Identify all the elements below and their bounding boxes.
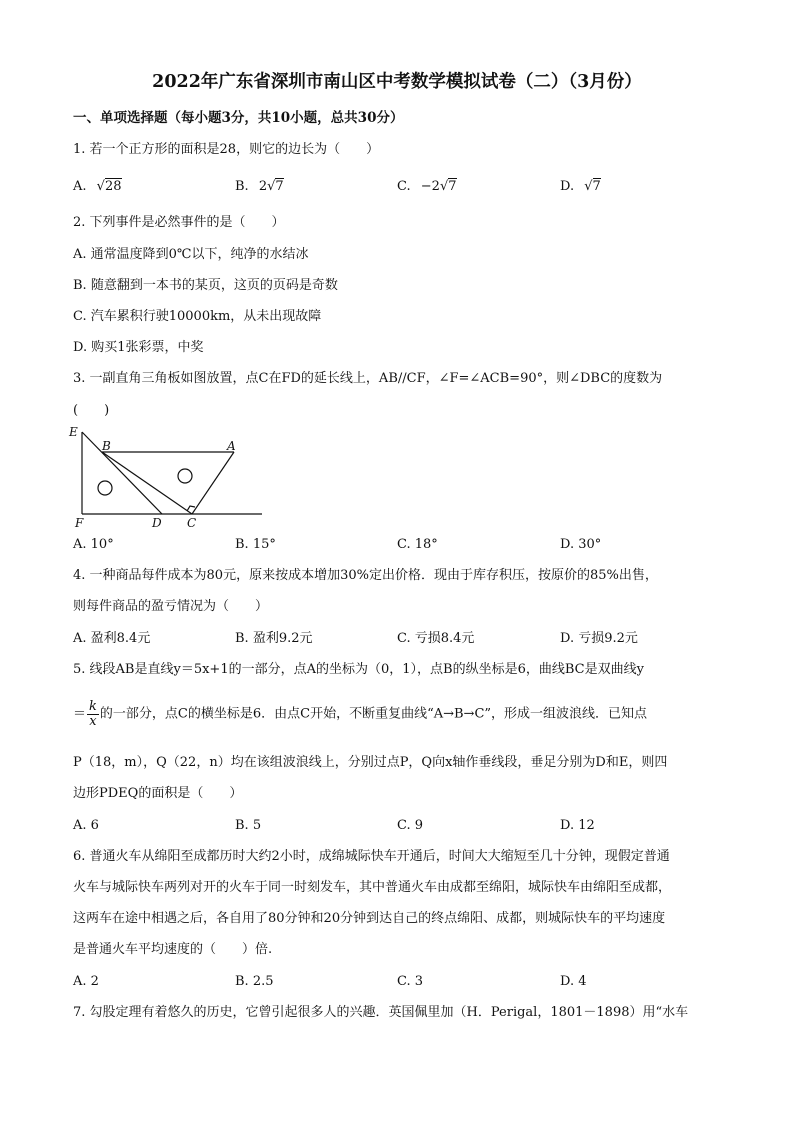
question-5-line1: 5. 线段AB是直线y＝5x+1的一部分，点A的坐标为（0，1），点B的纵坐标是6，曲线BC是双曲线y <box>73 662 644 677</box>
q5-equals: ＝ <box>73 706 87 722</box>
label-e: E <box>69 425 78 439</box>
q1-option-c <box>397 180 457 193</box>
q6-option-c: C. 3 <box>397 974 424 989</box>
q4-option-d: D. 亏损9.2元 <box>560 631 638 646</box>
q5-option-c: C. 9 <box>397 818 424 833</box>
question-4-line2: 则每件商品的盈亏情况为（ ） <box>73 599 269 614</box>
q1-option-a-label: A. <box>73 179 87 194</box>
q1-option-d-label: D. <box>560 179 575 194</box>
q6-option-d: D. 4 <box>560 974 587 989</box>
question-5-line3: P（18，m），Q（22，n）均在该组波浪线上，分别过点P，Q向x轴作垂线段，垂足分别为D和E，则四 <box>73 755 668 770</box>
triangle-hole-left <box>98 481 112 495</box>
q5-fraction-numerator: k <box>89 699 97 714</box>
question-4-line1: 4. 一种商品每件成本为80元，原来按成本增加30%定出价格．现由于库存积压，按原价的85%出售， <box>73 568 658 583</box>
question-1-stem: 1. 若一个正方形的面积是28，则它的边长为（ ） <box>73 142 380 157</box>
label-c: C <box>187 516 197 530</box>
q1-option-b-coef: 2 <box>258 179 268 194</box>
q3-option-d: D. 30° <box>560 537 602 552</box>
q1-option-c-radical: √7 <box>439 179 457 194</box>
right-angle-mark <box>187 506 195 511</box>
q1-option-b-label: B. <box>235 179 249 194</box>
q4-option-a: A. 盈利8.4元 <box>73 631 151 646</box>
section-heading: 一、单项选择题（每小题3分，共10小题，总共30分） <box>73 110 404 126</box>
q1-option-d-radicand: 7 <box>592 179 601 194</box>
q1-option-a-radical: √28 <box>96 179 122 194</box>
q3-option-c: C. 18° <box>397 537 438 552</box>
question-5-line2 <box>73 700 647 728</box>
q1-option-b-radical: √7 <box>267 179 284 194</box>
q1-option-b <box>235 180 284 193</box>
q5-line2-text: 的一部分，点C的横坐标是6．由点C开始，不断重复曲线“A→B→C”，形成一组波浪线．已知点 <box>99 706 648 722</box>
q1-option-c-coef: −2 <box>420 179 440 194</box>
q1-option-c-label: C. <box>397 179 411 194</box>
question-7-line1: 7. 勾股定理有着悠久的历史，它曾引起很多人的兴趣．英国佩里加（H．Perigal，1801－1898）用“水车 <box>73 1005 689 1020</box>
q5-option-a: A. 6 <box>73 818 99 833</box>
q3-option-b: B. 15° <box>235 537 276 552</box>
q1-option-b-radicand: 7 <box>275 179 284 194</box>
q1-option-d <box>560 180 601 193</box>
q4-option-c: C. 亏损8.4元 <box>397 631 475 646</box>
line-ac <box>192 452 234 514</box>
label-b: B <box>102 439 111 453</box>
q2-option-c: C. 汽车累积行驶10000km，从未出现故障 <box>73 309 322 324</box>
label-f: F <box>75 516 84 530</box>
q5-fraction-k-over-x <box>87 700 99 728</box>
question-3-stem: 3. 一副直角三角板如图放置，点C在FD的延长线上，AB//CF，∠F=∠ACB=90°，则∠DBC的度数为 <box>73 371 663 386</box>
q3-option-a: A. 10° <box>73 537 114 552</box>
line-ed <box>82 432 162 514</box>
question-6-line3: 这两车在途中相遇之后，各自用了80分钟和20分钟到达自己的终点绵阳、成都，则城际快车的平均速度 <box>73 911 666 926</box>
q2-option-b: B. 随意翻到一本书的某页，这页的页码是奇数 <box>73 278 338 293</box>
triangle-hole-right <box>178 469 192 483</box>
q1-option-a-radicand: 28 <box>104 179 122 194</box>
q1-option-d-radical: √7 <box>584 179 601 194</box>
page-title: 2022年广东省深圳市南山区中考数学模拟试卷（二）（3月份） <box>152 72 642 92</box>
q1-option-c-radicand: 7 <box>448 179 457 194</box>
q2-option-d: D. 购买1张彩票，中奖 <box>73 340 204 355</box>
question-6-line1: 6. 普通火车从绵阳至成都历时大约2小时，成绵城际快车开通后，时间大大缩短至几十分钟，现假定普通 <box>73 849 670 864</box>
question-6-line4: 是普通火车平均速度的（ ）倍. <box>73 942 273 957</box>
q5-fraction-denominator: x <box>89 713 97 729</box>
q6-option-a: A. 2 <box>73 974 99 989</box>
question-2-stem: 2. 下列事件是必然事件的是（ ） <box>73 215 285 230</box>
question-5-line4: 边形PDEQ的面积是（ ） <box>73 786 243 801</box>
question-6-line2: 火车与城际快车两列对开的火车于同一时刻发车，其中普通火车由成都至绵阳，城际快车由绵阳至成都， <box>73 880 672 895</box>
q6-option-b: B. 2.5 <box>235 974 274 989</box>
q2-option-a: A. 通常温度降到0℃以下，纯净的水结冰 <box>73 247 309 262</box>
q4-option-b: B. 盈利9.2元 <box>235 631 313 646</box>
label-a: A <box>227 439 236 453</box>
q1-option-a <box>73 180 122 193</box>
q3-triangle-figure <box>66 420 266 530</box>
line-bc <box>102 452 192 514</box>
q5-option-d: D. 12 <box>560 818 595 833</box>
question-3-paren: ( ) <box>73 403 110 418</box>
label-d: D <box>152 516 162 530</box>
q5-option-b: B. 5 <box>235 818 262 833</box>
